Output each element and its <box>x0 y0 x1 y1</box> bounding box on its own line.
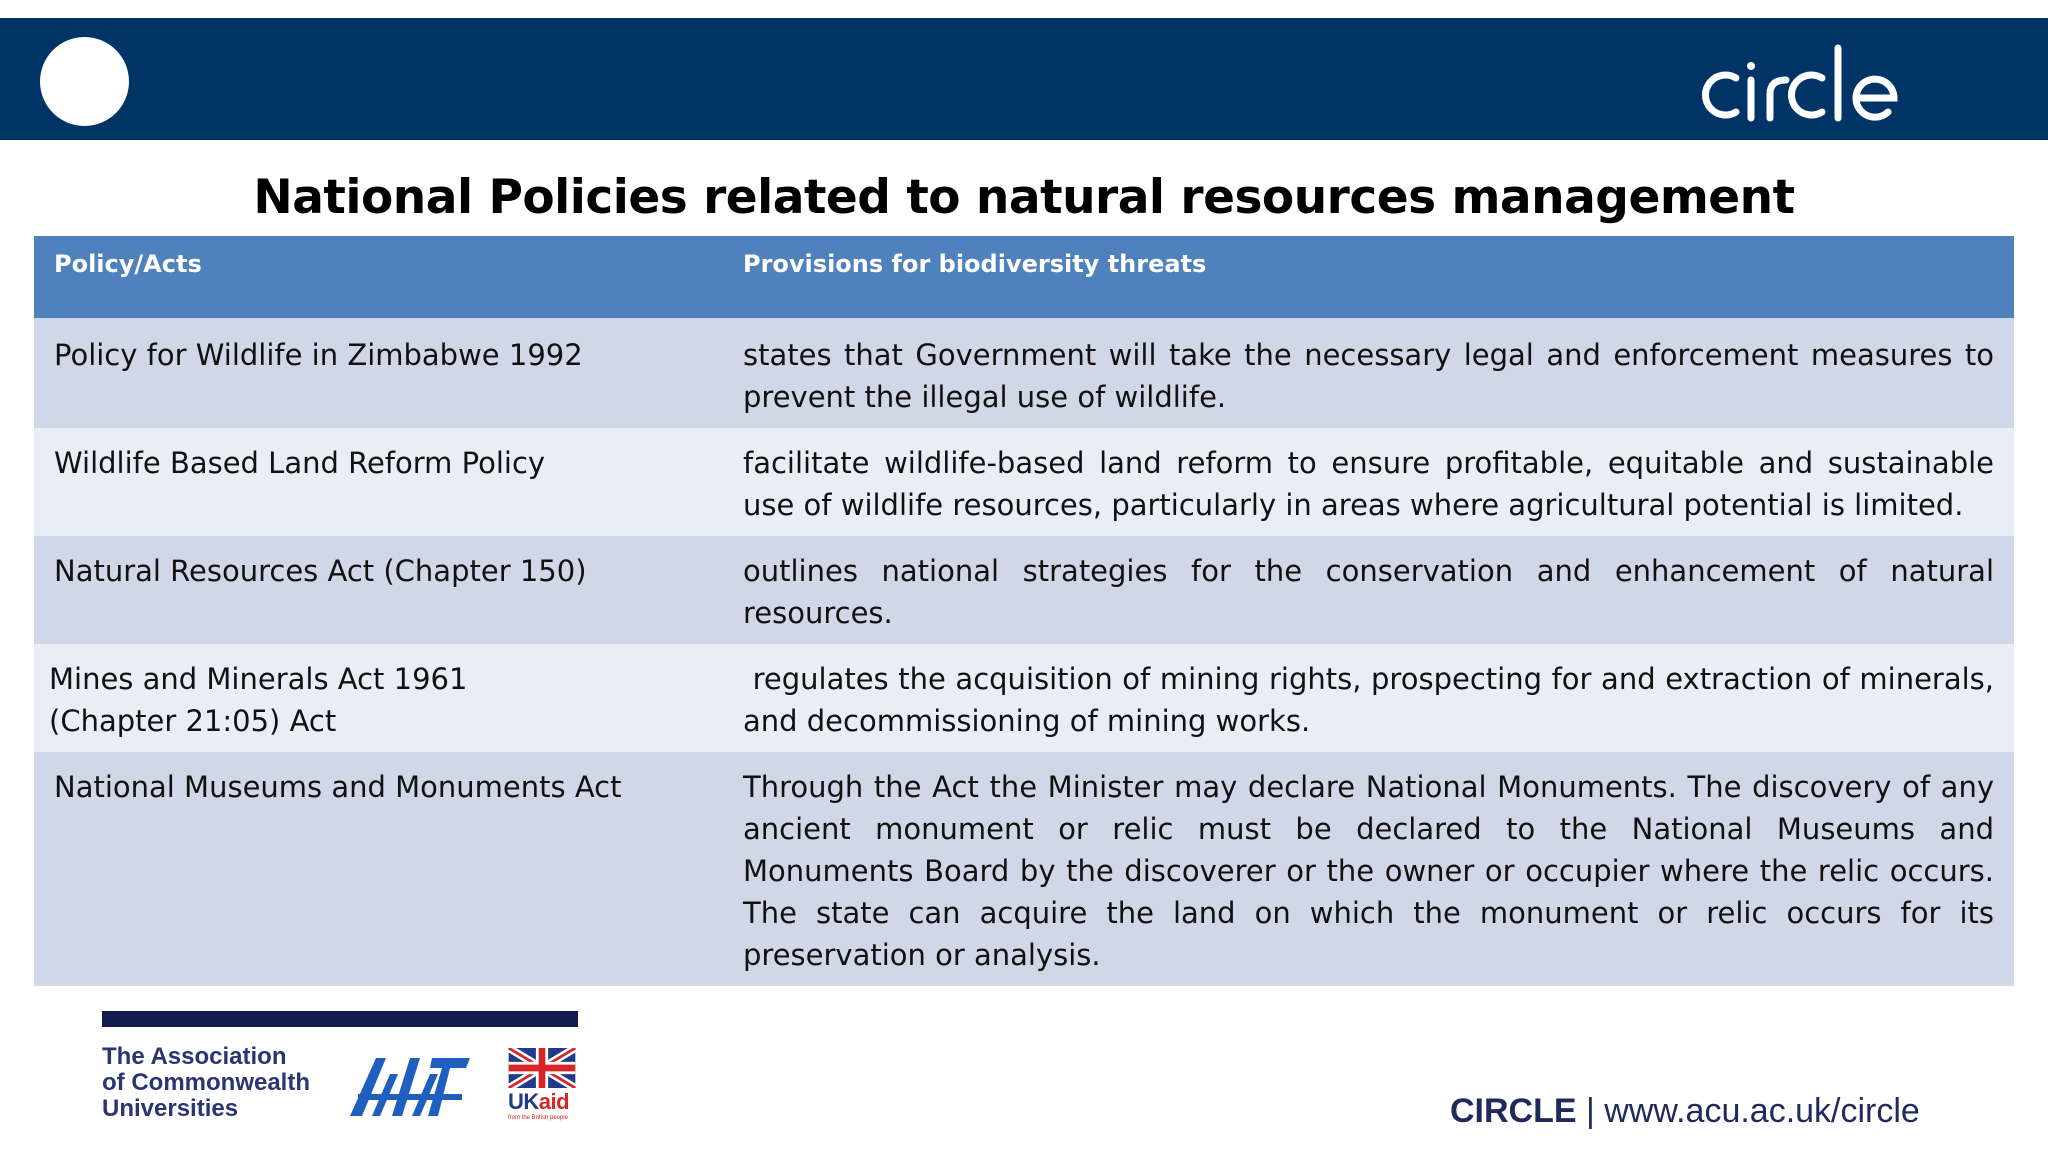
footer-divider <box>102 1011 578 1027</box>
policy-cell: National Museums and Monuments Act <box>34 752 728 986</box>
acu-name-line: of Commonwealth <box>102 1069 310 1096</box>
acu-name-line: The Association <box>102 1043 287 1070</box>
table-row <box>34 644 2014 752</box>
site-separator: | <box>1576 1092 1605 1130</box>
table-header-row <box>34 236 2014 318</box>
policy-cell: Natural Resources Act (Chapter 150) <box>34 536 728 644</box>
provision-cell: Through the Act the Minister may declare National Monuments. The discovery of any ancient monument or relic must be declared to the National Museums and Monuments Board by the discoverer or the owner or occupier where the relic occurs. The state can acquire the land on which the monument or relic occurs for its preservation or analysis. <box>728 752 2014 986</box>
site-link[interactable] <box>1450 1092 1970 1131</box>
provision-cell: outlines national strategies for the conservation and enhancement of natural resources. <box>728 536 2014 644</box>
header-bar <box>0 18 2048 140</box>
table-row <box>34 318 2014 428</box>
policy-cell-line: (Chapter 21:05) Act <box>49 704 337 738</box>
page-title: National Policies related to natural resources management <box>253 170 1795 225</box>
acu-name-line: Universities <box>102 1095 239 1122</box>
acu-logo-icon <box>350 1044 470 1124</box>
ukaid-uk: UK <box>508 1089 539 1114</box>
provision-cell: facilitate wildlife-based land reform to ensure profitable, equitable and sustainable use of wildlife resources, particularly in areas where agricultural potential is limited. <box>728 428 2014 536</box>
ukaid-text <box>508 1090 578 1114</box>
policy-cell: Policy for Wildlife in Zimbabwe 1992 <box>34 318 728 428</box>
union-jack-icon <box>508 1048 576 1088</box>
column-header-policy: Policy/Acts <box>34 236 728 318</box>
table-row <box>34 536 2014 644</box>
site-brand: CIRCLE <box>1450 1092 1577 1130</box>
acu-name <box>102 1044 342 1122</box>
ukaid-aid: aid <box>538 1089 570 1114</box>
column-header-provisions: Provisions for biodiversity threats <box>728 236 2014 318</box>
circle-logo <box>1688 34 1938 130</box>
provision-cell: regulates the acquisition of mining rights, prospecting for and extraction of minerals, and decommissioning of mining works. <box>728 644 2014 752</box>
policy-cell: Wildlife Based Land Reform Policy <box>34 428 728 536</box>
policy-cell <box>34 644 728 752</box>
site-url[interactable]: www.acu.ac.uk/circle <box>1604 1092 1920 1130</box>
provision-cell: states that Government will take the necessary legal and enforcement measures to prevent the illegal use of wildlife. <box>728 318 2014 428</box>
policy-table <box>34 236 2014 986</box>
circle-badge <box>40 37 129 126</box>
ukaid-tagline: from the British people <box>508 1115 569 1121</box>
policy-cell-line: Mines and Minerals Act 1961 <box>49 662 468 696</box>
ukaid-logo <box>508 1048 578 1124</box>
table-row <box>34 428 2014 536</box>
table-row <box>34 752 2014 986</box>
